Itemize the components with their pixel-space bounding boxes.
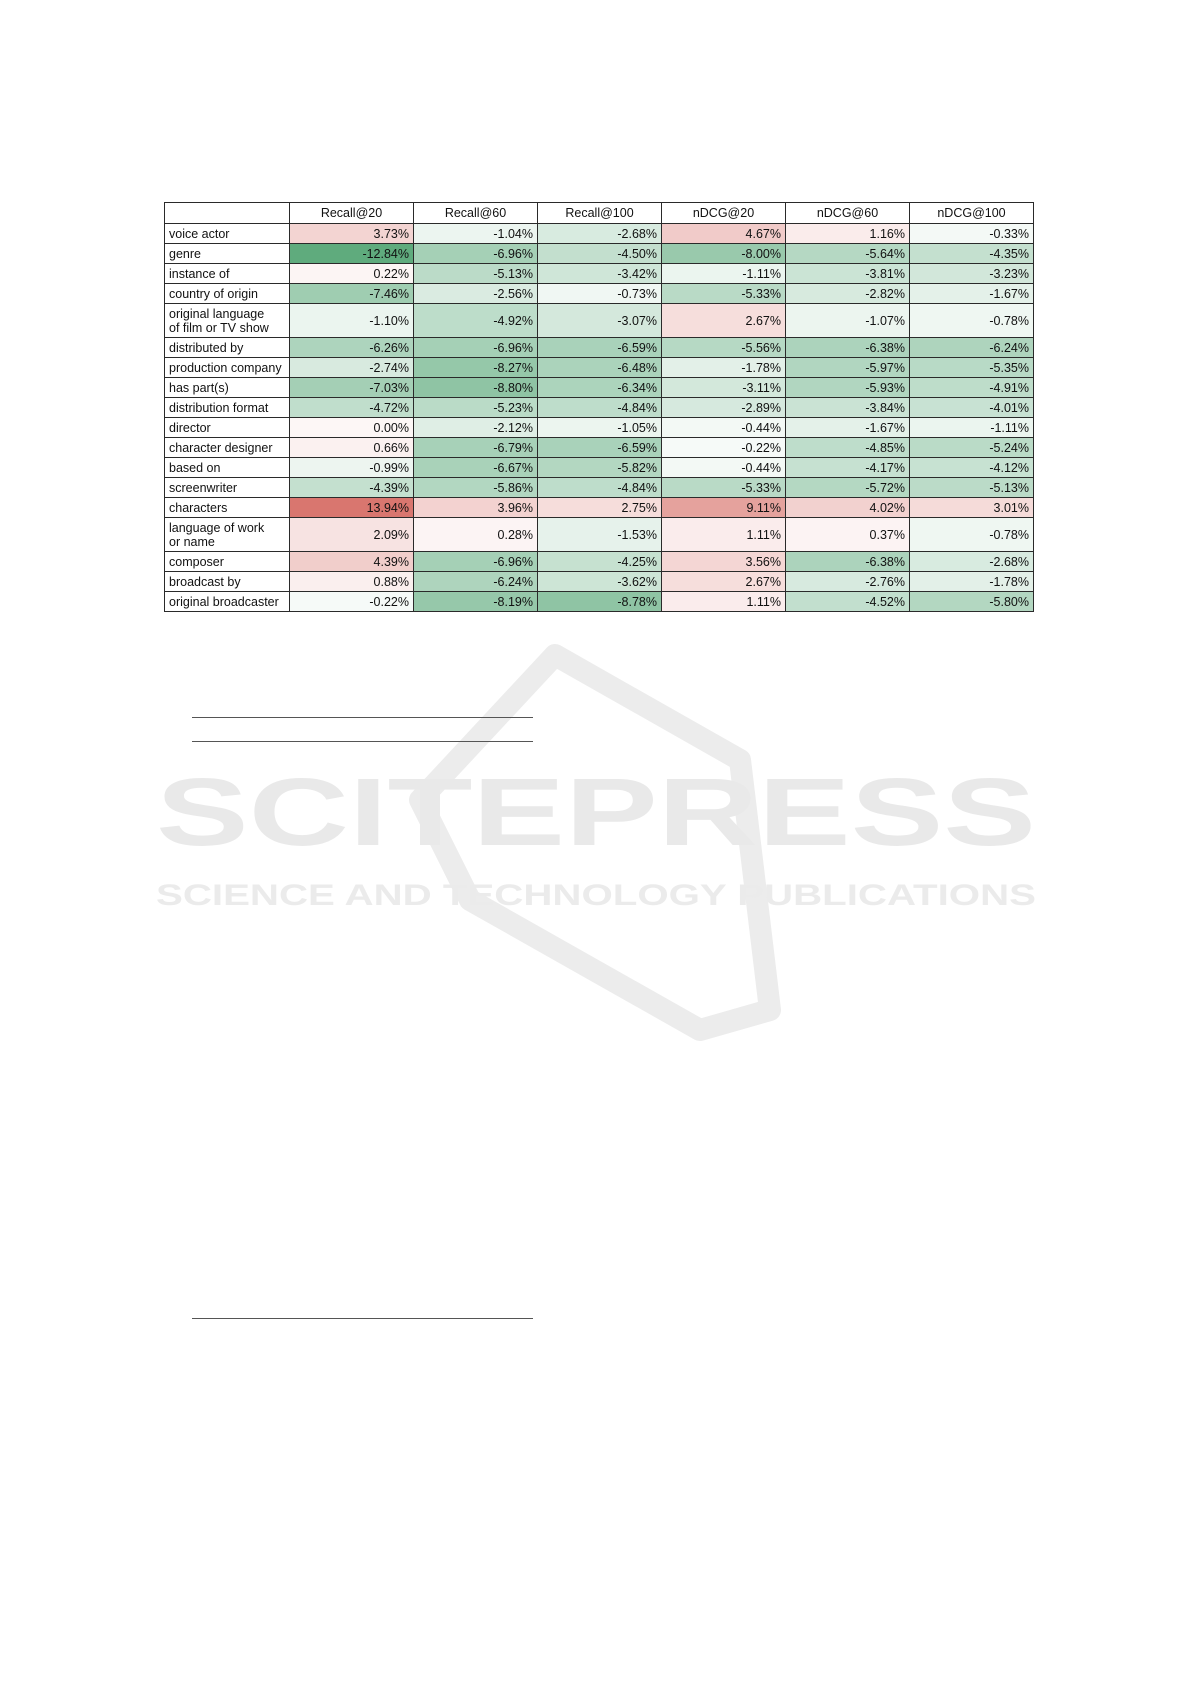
table-cell: -5.72%	[786, 478, 910, 498]
table-cell: -6.96%	[414, 244, 538, 264]
row-label: director	[165, 418, 290, 438]
table-cell: -4.35%	[910, 244, 1034, 264]
table-cell: -5.80%	[910, 592, 1034, 612]
table-cell: -1.11%	[910, 418, 1034, 438]
row-label: characters	[165, 498, 290, 518]
table-cell: -1.67%	[786, 418, 910, 438]
table-cell: 4.67%	[662, 224, 786, 244]
table-cell: -3.07%	[538, 304, 662, 338]
table-cell: -2.68%	[910, 552, 1034, 572]
table-cell: 1.16%	[786, 224, 910, 244]
table-cell: -6.96%	[414, 338, 538, 358]
table-row	[165, 438, 1034, 458]
table-cell: -1.78%	[662, 358, 786, 378]
table-row	[165, 378, 1034, 398]
table-cell: -12.84%	[290, 244, 414, 264]
footnote-rule-3	[192, 1318, 533, 1319]
table-cell: -0.78%	[910, 518, 1034, 552]
table-cell: -6.38%	[786, 338, 910, 358]
table-row	[165, 224, 1034, 244]
row-label: screenwriter	[165, 478, 290, 498]
table-cell: -0.33%	[910, 224, 1034, 244]
table-cell: 2.67%	[662, 304, 786, 338]
table-row	[165, 458, 1034, 478]
table-cell: -6.34%	[538, 378, 662, 398]
row-label: language of work or name	[165, 518, 290, 552]
row-label: production company	[165, 358, 290, 378]
table-cell: -6.67%	[414, 458, 538, 478]
table-cell: -8.19%	[414, 592, 538, 612]
table-row	[165, 518, 1034, 552]
table-cell: 1.11%	[662, 518, 786, 552]
table-cell: 2.09%	[290, 518, 414, 552]
column-header: Recall@100	[538, 203, 662, 224]
table-row	[165, 418, 1034, 438]
table-cell: -4.12%	[910, 458, 1034, 478]
row-label: composer	[165, 552, 290, 572]
row-label: has part(s)	[165, 378, 290, 398]
table-cell: -8.00%	[662, 244, 786, 264]
table-cell: -4.91%	[910, 378, 1034, 398]
results-table-container	[164, 202, 1034, 612]
row-label: original language of film or TV show	[165, 304, 290, 338]
table-cell: -6.79%	[414, 438, 538, 458]
row-label: genre	[165, 244, 290, 264]
table-cell: -6.59%	[538, 438, 662, 458]
table-cell: -0.22%	[662, 438, 786, 458]
table-cell: -5.93%	[786, 378, 910, 398]
table-cell: 1.11%	[662, 592, 786, 612]
table-cell: 0.37%	[786, 518, 910, 552]
table-cell: -4.25%	[538, 552, 662, 572]
table-cell: -6.48%	[538, 358, 662, 378]
table-cell: -4.92%	[414, 304, 538, 338]
watermark-logo-shape	[420, 655, 770, 1030]
results-heatmap-table	[164, 202, 1034, 612]
table-cell: 3.56%	[662, 552, 786, 572]
table-cell: -8.80%	[414, 378, 538, 398]
table-cell: -0.99%	[290, 458, 414, 478]
row-label: broadcast by	[165, 572, 290, 592]
table-cell: -7.03%	[290, 378, 414, 398]
table-cell: -3.84%	[786, 398, 910, 418]
table-cell: -1.11%	[662, 264, 786, 284]
table-cell: -8.78%	[538, 592, 662, 612]
table-cell: -5.97%	[786, 358, 910, 378]
table-corner-cell	[165, 203, 290, 224]
table-cell: -5.13%	[414, 264, 538, 284]
table-cell: -3.42%	[538, 264, 662, 284]
table-cell: 4.02%	[786, 498, 910, 518]
table-cell: -0.44%	[662, 418, 786, 438]
table-cell: -5.33%	[662, 284, 786, 304]
table-row	[165, 498, 1034, 518]
row-label: distribution format	[165, 398, 290, 418]
table-body	[165, 224, 1034, 612]
table-cell: -4.52%	[786, 592, 910, 612]
table-cell: -4.17%	[786, 458, 910, 478]
table-cell: -0.78%	[910, 304, 1034, 338]
table-cell: 2.75%	[538, 498, 662, 518]
table-cell: -5.23%	[414, 398, 538, 418]
table-row	[165, 358, 1034, 378]
row-label: distributed by	[165, 338, 290, 358]
table-cell: -8.27%	[414, 358, 538, 378]
column-header: Recall@20	[290, 203, 414, 224]
row-label: instance of	[165, 264, 290, 284]
column-header: Recall@60	[414, 203, 538, 224]
table-cell: -6.24%	[414, 572, 538, 592]
table-cell: 0.66%	[290, 438, 414, 458]
table-cell: -3.81%	[786, 264, 910, 284]
watermark-tagline: SCIENCE AND TECHNOLOGY PUBLICATIONS	[156, 879, 1036, 912]
table-cell: -1.04%	[414, 224, 538, 244]
table-cell: 3.01%	[910, 498, 1034, 518]
table-cell: -3.11%	[662, 378, 786, 398]
table-cell: -1.05%	[538, 418, 662, 438]
column-header: nDCG@60	[786, 203, 910, 224]
table-cell: -6.24%	[910, 338, 1034, 358]
table-cell: 2.67%	[662, 572, 786, 592]
column-header: nDCG@100	[910, 203, 1034, 224]
row-label: original broadcaster	[165, 592, 290, 612]
table-cell: -2.89%	[662, 398, 786, 418]
table-cell: -2.12%	[414, 418, 538, 438]
table-cell: -0.22%	[290, 592, 414, 612]
table-row	[165, 398, 1034, 418]
table-cell: -0.44%	[662, 458, 786, 478]
table-cell: -1.67%	[910, 284, 1034, 304]
table-cell: -4.72%	[290, 398, 414, 418]
table-cell: -5.24%	[910, 438, 1034, 458]
table-cell: -7.46%	[290, 284, 414, 304]
table-cell: -1.78%	[910, 572, 1034, 592]
watermark-brand: SCITEPRESS	[156, 759, 1036, 866]
table-cell: 4.39%	[290, 552, 414, 572]
table-cell: -4.85%	[786, 438, 910, 458]
table-cell: 0.22%	[290, 264, 414, 284]
table-row	[165, 338, 1034, 358]
table-row	[165, 592, 1034, 612]
table-row	[165, 572, 1034, 592]
table-cell: -6.96%	[414, 552, 538, 572]
row-label: character designer	[165, 438, 290, 458]
table-row	[165, 264, 1034, 284]
table-cell: -4.01%	[910, 398, 1034, 418]
footnote-rule-2	[192, 741, 533, 742]
table-row	[165, 244, 1034, 264]
table-cell: -3.62%	[538, 572, 662, 592]
table-cell: -5.56%	[662, 338, 786, 358]
table-cell: 0.28%	[414, 518, 538, 552]
table-cell: -5.64%	[786, 244, 910, 264]
table-cell: 13.94%	[290, 498, 414, 518]
table-cell: 0.00%	[290, 418, 414, 438]
table-cell: -4.50%	[538, 244, 662, 264]
table-cell: -1.07%	[786, 304, 910, 338]
table-cell: -0.73%	[538, 284, 662, 304]
table-header-row	[165, 203, 1034, 224]
table-cell: -6.38%	[786, 552, 910, 572]
table-cell: -5.86%	[414, 478, 538, 498]
table-cell: -4.84%	[538, 398, 662, 418]
table-cell: -2.68%	[538, 224, 662, 244]
column-header: nDCG@20	[662, 203, 786, 224]
table-cell: -5.35%	[910, 358, 1034, 378]
table-cell: 3.73%	[290, 224, 414, 244]
row-label: voice actor	[165, 224, 290, 244]
table-cell: -4.84%	[538, 478, 662, 498]
table-cell: -5.82%	[538, 458, 662, 478]
table-cell: -6.59%	[538, 338, 662, 358]
table-cell: -3.23%	[910, 264, 1034, 284]
table-cell: -5.33%	[662, 478, 786, 498]
table-cell: 0.88%	[290, 572, 414, 592]
table-row	[165, 304, 1034, 338]
table-cell: 3.96%	[414, 498, 538, 518]
table-cell: -4.39%	[290, 478, 414, 498]
table-cell: -1.53%	[538, 518, 662, 552]
row-label: country of origin	[165, 284, 290, 304]
table-cell: -5.13%	[910, 478, 1034, 498]
table-cell: -1.10%	[290, 304, 414, 338]
table-cell: -2.82%	[786, 284, 910, 304]
table-cell: -2.74%	[290, 358, 414, 378]
table-cell: -2.56%	[414, 284, 538, 304]
table-cell: -2.76%	[786, 572, 910, 592]
footnote-rule-1	[192, 717, 533, 718]
table-row	[165, 284, 1034, 304]
table-row	[165, 478, 1034, 498]
table-row	[165, 552, 1034, 572]
row-label: based on	[165, 458, 290, 478]
table-cell: 9.11%	[662, 498, 786, 518]
table-cell: -6.26%	[290, 338, 414, 358]
